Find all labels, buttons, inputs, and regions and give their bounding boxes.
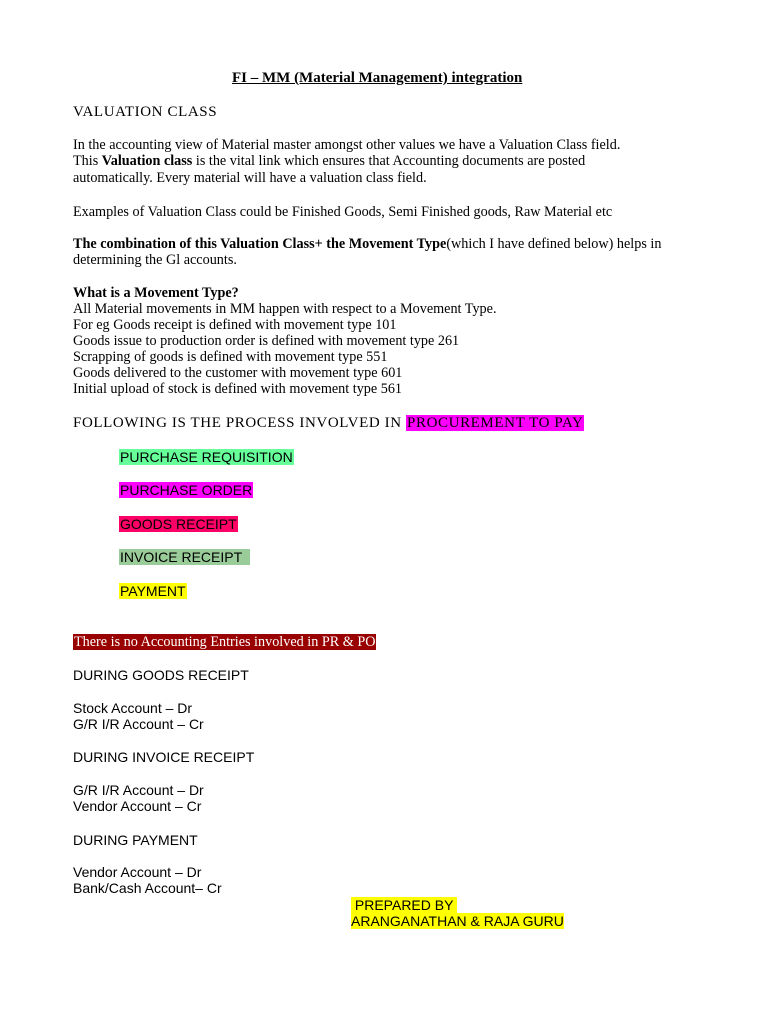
combination-line2: determining the Gl accounts. — [73, 252, 237, 268]
process-step — [119, 583, 187, 599]
process-step — [119, 482, 253, 498]
process-step — [119, 549, 250, 565]
step-purchase-requisition: PURCHASE REQUISITION — [120, 449, 293, 465]
para1-line2-post: is the vital link which ensures that Accounting documents are posted — [192, 153, 586, 169]
process-step — [119, 516, 238, 532]
step-invoice-receipt: INVOICE RECEIPT — [119, 549, 250, 565]
authors-text: ARANGANATHAN & RAJA GURU — [351, 913, 564, 929]
step-purchase-order: PURCHASE ORDER — [120, 482, 253, 498]
movement-line: Goods delivered to the customer with movement type 601 — [73, 365, 403, 381]
examples-paragraph: Examples of Valuation Class could be Finished Goods, Semi Finished goods, Raw Material etc — [73, 204, 613, 220]
journal-line: Bank/Cash Account– Cr — [73, 880, 222, 896]
journal-line: Vendor Account – Dr — [73, 864, 202, 880]
movement-line: Initial upload of stock is defined with movement type 561 — [73, 381, 403, 397]
movement-line: Goods issue to production order is defined with movement type 261 — [73, 333, 460, 349]
step-payment: PAYMENT — [120, 583, 186, 599]
valuation-class-bold: Valuation class — [101, 153, 193, 169]
journal-line: G/R I/R Account – Cr — [73, 716, 204, 732]
prepared-by-label — [351, 897, 457, 913]
process-step — [119, 449, 294, 465]
no-accounting-entries-text: There is no Accounting Entries involved in PR & PO — [74, 634, 376, 650]
procurement-to-pay-highlight: PROCUREMENT TO PAY — [407, 415, 584, 431]
para1-line2 — [73, 153, 585, 169]
payment-heading: DURING PAYMENT — [73, 832, 198, 848]
movement-line: Scrapping of goods is defined with movement type 551 — [73, 349, 388, 365]
step-goods-receipt: GOODS RECEIPT — [120, 516, 237, 532]
process-heading — [73, 415, 584, 431]
document-title: FI – MM (Material Management) integration — [232, 70, 523, 86]
journal-line: Vendor Account – Cr — [73, 798, 202, 814]
movement-line: All Material movements in MM happen with respect to a Movement Type. — [73, 301, 497, 317]
movement-type-heading: What is a Movement Type? — [73, 285, 239, 301]
process-heading-prefix: FOLLOWING IS THE PROCESS INVOLVED IN — [73, 415, 407, 431]
combination-line1 — [73, 236, 661, 252]
no-accounting-entries-note — [73, 634, 376, 650]
invoice-receipt-heading: DURING INVOICE RECEIPT — [73, 749, 255, 765]
journal-line: Stock Account – Dr — [73, 700, 193, 716]
movement-line: For eg Goods receipt is defined with movement type 101 — [73, 317, 397, 333]
para1-line1: In the accounting view of Material master amongst other values we have a Valuation Class field. — [73, 137, 621, 153]
combination-bold: The combination of this Valuation Class+ the Movement Type — [73, 236, 447, 252]
authors-line — [351, 913, 564, 929]
journal-line: G/R I/R Account – Dr — [73, 782, 204, 798]
combination-rest: (which I have defined below) helps in — [446, 236, 662, 252]
goods-receipt-heading: DURING GOODS RECEIPT — [73, 667, 249, 683]
valuation-class-heading: VALUATION CLASS — [73, 104, 218, 120]
para1-line3: automatically. Every material will have a valuation class field. — [73, 170, 427, 186]
para1-line2-pre: This — [73, 153, 102, 169]
prepared-by-text: PREPARED BY — [351, 897, 458, 913]
